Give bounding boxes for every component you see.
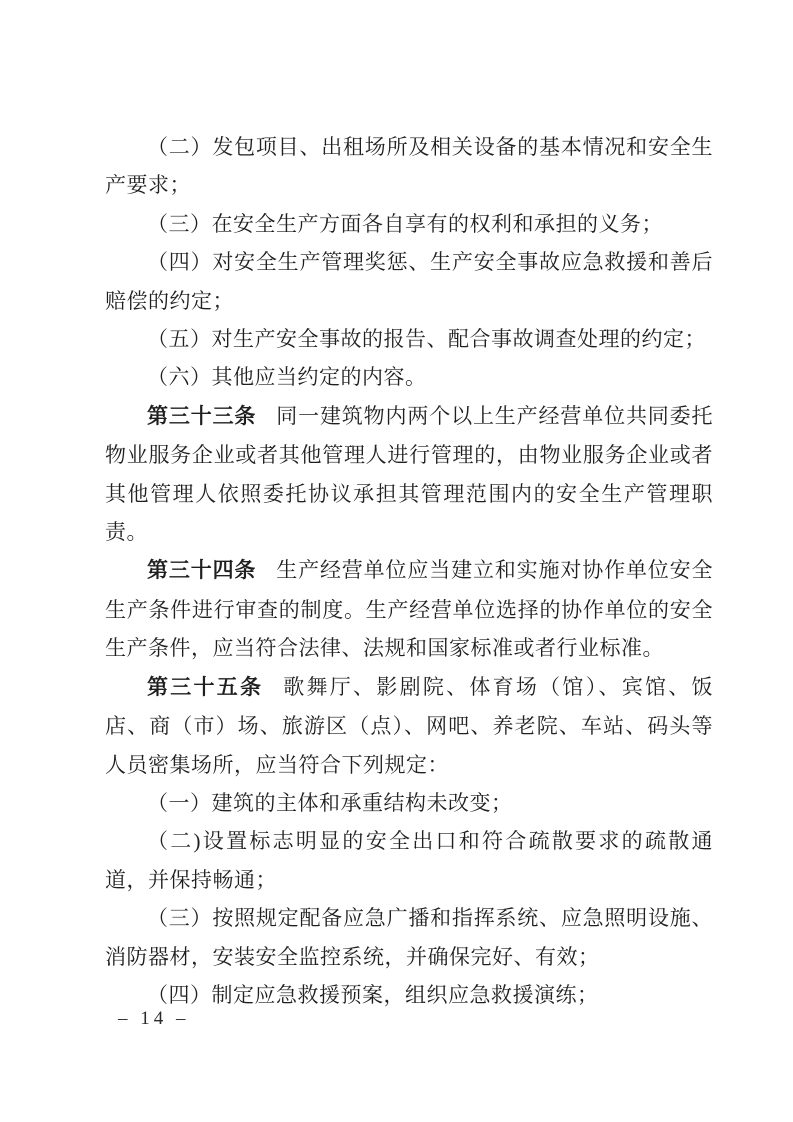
paragraph xyxy=(105,976,713,1014)
paragraph-text: （六）其他应当约定的内容。 xyxy=(147,365,427,390)
article-number: 第三十四条 xyxy=(147,559,257,583)
paragraph-text: （三）在安全生产方面各自享有的权利和承担的义务； xyxy=(147,211,663,236)
paragraph-text: （四）制定应急救援预案，组织应急救援演练； xyxy=(147,982,599,1007)
paragraph-text: （五）对生产安全事故的报告、配合事故调查处理的约定； xyxy=(147,327,706,352)
document-body xyxy=(105,128,713,1014)
paragraph-text: 生产经营单位应当建立和实施对协作单位安全生产条件进行审查的制度。生产经营单位选择的协作单位的安全生产条件，应当符合法律、法规和国家标准或者行业标准。 xyxy=(105,558,714,661)
paragraph xyxy=(105,358,713,396)
paragraph xyxy=(105,320,713,358)
paragraph xyxy=(105,668,713,784)
paragraph xyxy=(105,243,713,320)
paragraph-text: （三）按照规定配备应急广播和指挥系统、应急照明设施、消防器材，安装安全监控系统，并确保完好、有效； xyxy=(105,906,713,969)
paragraph-text: （一）建筑的主体和承重结构未改变； xyxy=(147,790,513,815)
article-number: 第三十三条 xyxy=(147,404,257,428)
paragraph xyxy=(105,397,713,552)
article-number: 第三十五条 xyxy=(147,675,264,699)
paragraph xyxy=(105,205,713,243)
page-number: – 14 – xyxy=(118,1008,190,1029)
paragraph xyxy=(105,822,713,899)
paragraph-text: （二)设置标志明显的安全出口和符合疏散要求的疏散通道，并保持畅通； xyxy=(105,829,713,892)
paragraph xyxy=(105,128,713,205)
paragraph-text: （四）对安全生产管理奖惩、生产安全事故应急救援和善后赔偿的约定； xyxy=(105,250,713,313)
paragraph xyxy=(105,784,713,822)
paragraph xyxy=(105,551,713,667)
paragraph-text: 同一建筑物内两个以上生产经营单位共同委托物业服务企业或者其他管理人进行管理的，由物业服务企业或者其他管理人依照委托协议承担其管理范围内的安全生产管理职责。 xyxy=(105,403,714,545)
paragraph-text: （二）发包项目、出租场所及相关设备的基本情况和安全生产要求； xyxy=(105,135,713,198)
paragraph xyxy=(105,899,713,976)
paragraph-text: 歌舞厅、影剧院、体育场（馆）、宾馆、饭店、商（市）场、旅游区（点）、网吧、养老院、车站、码头等人员密集场所，应当符合下列规定： xyxy=(105,674,714,777)
